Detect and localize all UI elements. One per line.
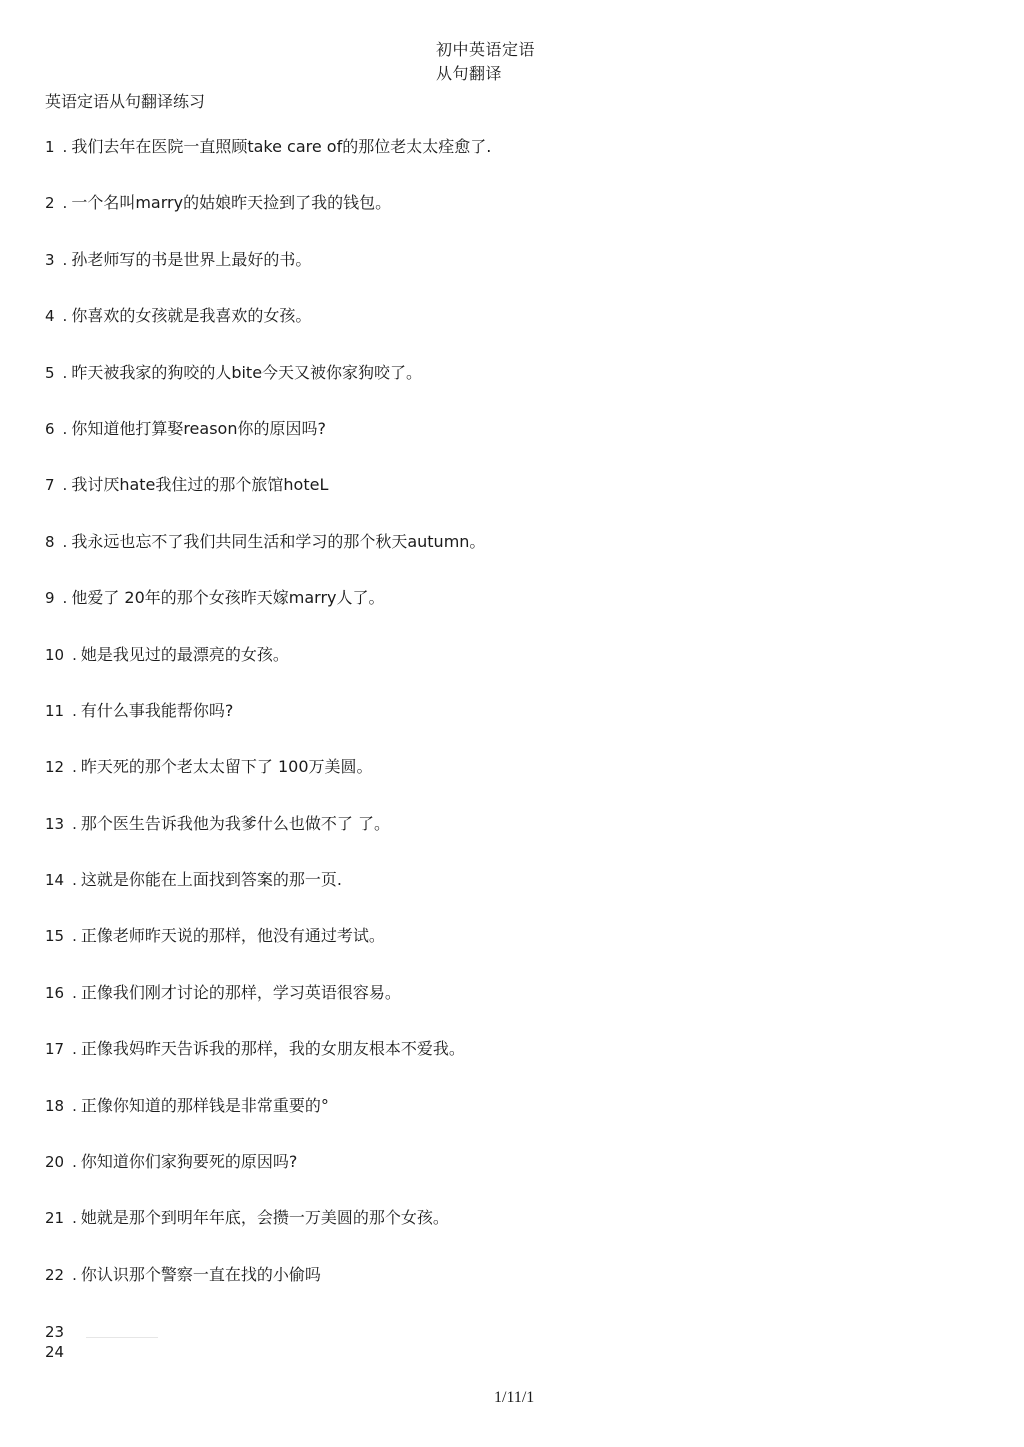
document-title-line-1: 初中英语定语 <box>436 40 536 59</box>
line-number-24: 24 <box>45 1343 65 1361</box>
exercise-number: 2 <box>45 194 55 213</box>
exercise-item <box>45 193 985 249</box>
exercise-separator: . <box>72 1153 77 1172</box>
exercise-separator: . <box>62 419 68 438</box>
exercise-separator: . <box>72 871 77 890</box>
exercise-number: 5 <box>45 363 55 382</box>
exercise-number: 6 <box>45 419 55 438</box>
exercise-separator: . <box>72 814 77 833</box>
exercise-separator: . <box>72 927 77 946</box>
exercise-number: 4 <box>45 307 55 326</box>
exercise-text: 昨天死的那个老太太留下了 100万美圆。 <box>80 757 373 777</box>
exercise-number: 12 <box>45 758 65 777</box>
exercise-item <box>45 1096 985 1152</box>
exercise-separator: . <box>62 589 68 608</box>
exercise-separator: . <box>72 1096 77 1115</box>
exercise-text: 她是我见过的最漂亮的女孩。 <box>80 644 289 664</box>
exercise-number: 16 <box>45 983 65 1002</box>
exercise-item <box>45 306 985 362</box>
exercise-number: 15 <box>45 927 65 946</box>
faint-rule <box>86 1337 158 1338</box>
exercise-number: 18 <box>45 1096 65 1115</box>
exercise-separator: . <box>62 307 68 326</box>
exercise-text: 正像我妈昨天告诉我的那样，我的女朋友根本不爱我。 <box>80 1039 465 1059</box>
exercise-item <box>45 870 985 926</box>
exercise-text: 昨天被我家的狗咬的人bite今天又被你家狗咬了。 <box>71 362 423 382</box>
exercise-separator: . <box>72 1265 77 1284</box>
exercise-item <box>45 1039 985 1095</box>
exercise-item <box>45 250 985 306</box>
exercise-separator: . <box>72 1209 77 1228</box>
document-title-line-2: 从句翻译 <box>436 64 503 83</box>
exercise-text: 你知道他打算娶reason你的原因吗? <box>71 418 326 438</box>
exercise-text: 我们去年在医院一直照顾take care of的那位老太太痊愈了. <box>71 137 492 156</box>
exercise-number: 17 <box>45 1040 65 1059</box>
exercise-number: 3 <box>45 250 55 269</box>
exercise-separator: . <box>72 701 77 720</box>
exercise-number: 14 <box>45 871 65 890</box>
exercise-text: 这就是你能在上面找到答案的那一页. <box>80 870 342 890</box>
exercise-separator: . <box>62 250 68 269</box>
exercise-separator: . <box>62 476 68 495</box>
exercise-item <box>45 701 985 757</box>
exercise-text: 他爱了 20年的那个女孩昨天嫁marry人了。 <box>71 588 385 608</box>
exercise-text: 正像老师昨天说的那样，他没有通过考试。 <box>80 926 385 946</box>
exercise-text: 我永远也忘不了我们共同生活和学习的那个秋天autumn。 <box>71 531 486 551</box>
document-subtitle: 英语定语从句翻译练习 <box>45 92 206 111</box>
exercise-item <box>45 475 985 531</box>
exercise-text: 那个医生告诉我他为我爹什么也做不了 了。 <box>80 813 390 833</box>
exercise-separator: . <box>62 363 68 382</box>
exercise-text: 你喜欢的女孩就是我喜欢的女孩。 <box>71 306 312 326</box>
exercise-separator: . <box>72 1040 77 1059</box>
exercise-number: 11 <box>45 701 65 720</box>
exercise-separator: . <box>62 532 68 551</box>
exercise-item <box>45 1152 985 1208</box>
exercise-item <box>45 137 985 193</box>
exercise-item <box>45 926 985 982</box>
exercise-text: 孙老师写的书是世界上最好的书。 <box>71 249 312 269</box>
exercise-item <box>45 419 985 475</box>
exercise-item <box>45 532 985 588</box>
exercise-list <box>45 137 985 1321</box>
exercise-number: 13 <box>45 814 65 833</box>
exercise-item <box>45 757 985 813</box>
exercise-number: 8 <box>45 532 55 551</box>
page-number: 1/11/1 <box>494 1389 535 1406</box>
exercise-item <box>45 363 985 419</box>
exercise-text: 正像你知道的那样钱是非常重要的° <box>80 1095 329 1115</box>
exercise-text: 她就是那个到明年年底，会攒一万美圆的那个女孩。 <box>80 1208 449 1228</box>
exercise-number: 1 <box>45 138 55 156</box>
exercise-number: 22 <box>45 1265 65 1284</box>
exercise-text: 我讨厌hate我住过的那个旅馆hoteL <box>71 475 329 495</box>
exercise-item <box>45 1208 985 1264</box>
exercise-separator: . <box>62 194 68 213</box>
exercise-text: 正像我们刚才讨论的那样，学习英语很容易。 <box>80 982 401 1002</box>
exercise-item <box>45 814 985 870</box>
exercise-number: 7 <box>45 476 55 495</box>
exercise-item <box>45 983 985 1039</box>
exercise-item <box>45 1265 985 1321</box>
exercise-separator: . <box>72 758 77 777</box>
exercise-item <box>45 588 985 644</box>
exercise-item <box>45 645 985 701</box>
exercise-number: 10 <box>45 645 65 664</box>
exercise-number: 20 <box>45 1153 65 1172</box>
exercise-separator: . <box>72 983 77 1002</box>
exercise-number: 21 <box>45 1209 65 1228</box>
exercise-separator: . <box>62 138 68 156</box>
exercise-text: 有什么事我能帮你吗? <box>80 700 234 720</box>
exercise-separator: . <box>72 645 77 664</box>
exercise-text: 你认识那个警察一直在找的小偷吗 <box>80 1264 321 1284</box>
exercise-number: 9 <box>45 589 55 608</box>
exercise-text: 一个名叫marry的姑娘昨天捡到了我的钱包。 <box>71 193 392 213</box>
exercise-text: 你知道你们家狗要死的原因吗? <box>80 1152 298 1172</box>
line-number-23: 23 <box>45 1323 65 1341</box>
